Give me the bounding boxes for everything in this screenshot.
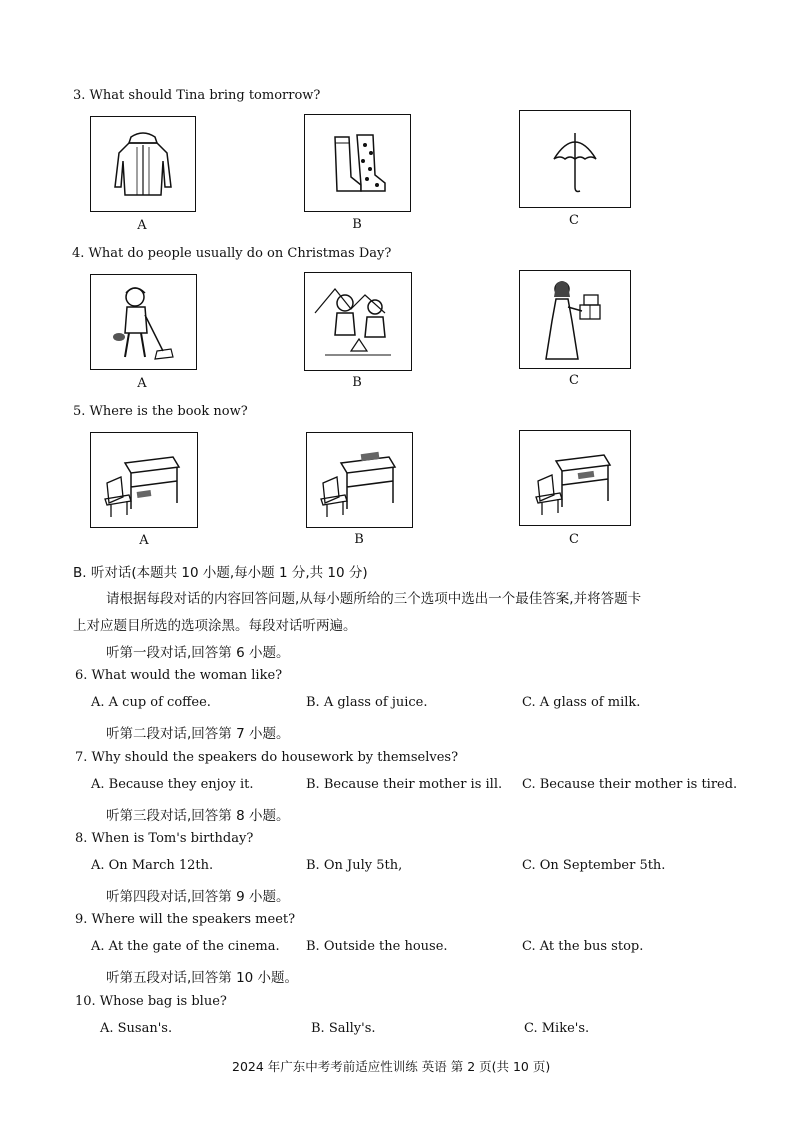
question-10-option-b[interactable]: B. Sally's. <box>311 1021 376 1036</box>
question-10-option-a[interactable]: A. Susan's. <box>100 1021 173 1036</box>
question-8-option-a[interactable]: A. On March 12th. <box>91 858 214 873</box>
raincoat-icon <box>91 117 195 211</box>
option-5c-label: C <box>569 532 579 547</box>
camping-kids-icon <box>305 273 411 370</box>
question-6-option-a[interactable]: A. A cup of coffee. <box>91 695 211 710</box>
question-6-option-c[interactable]: C. A glass of milk. <box>522 695 641 710</box>
section-b-instruction-line1: 请根据每段对话的内容回答问题,从每小题所给的三个选项中选出一个最佳答案,并将答题卡 <box>106 591 642 607</box>
option-3b-label: B <box>352 217 362 232</box>
desk-book-on-icon <box>307 433 412 527</box>
listen-prompt-4: 听第四段对话,回答第 9 小题。 <box>106 889 290 905</box>
question-10-option-c[interactable]: C. Mike's. <box>524 1021 590 1036</box>
option-3c-label: C <box>569 213 579 228</box>
option-3a-picture[interactable] <box>90 116 196 212</box>
option-4c-picture[interactable] <box>519 270 631 369</box>
question-8-text: 8. When is Tom's birthday? <box>75 831 254 846</box>
question-8-option-c[interactable]: C. On September 5th. <box>522 858 666 873</box>
section-b-title: B. 听对话(本题共 10 小题,每小题 1 分,共 10 分) <box>73 565 368 581</box>
listen-prompt-3: 听第三段对话,回答第 8 小题。 <box>106 808 290 824</box>
desk-book-under-icon <box>91 433 197 527</box>
question-8-option-b[interactable]: B. On July 5th, <box>306 858 403 873</box>
option-5b-picture[interactable] <box>306 432 413 528</box>
option-5c-picture[interactable] <box>519 430 631 526</box>
option-5a-label: A <box>139 533 149 548</box>
option-4a-picture[interactable] <box>90 274 197 370</box>
rain-boots-icon <box>305 115 410 211</box>
sweeping-leaves-icon <box>91 275 196 369</box>
page-footer: 2024 年广东中考考前适应性训练 英语 第 2 页(共 10 页) <box>232 1059 551 1074</box>
question-9-option-c[interactable]: C. At the bus stop. <box>522 939 644 954</box>
option-4b-picture[interactable] <box>304 272 412 371</box>
option-3b-picture[interactable] <box>304 114 411 212</box>
option-4b-label: B <box>352 375 362 390</box>
option-4a-label: A <box>137 376 147 391</box>
listen-prompt-1: 听第一段对话,回答第 6 小题。 <box>106 645 290 661</box>
question-7-option-a[interactable]: A. Because they enjoy it. <box>91 777 254 792</box>
option-4c-label: C <box>569 373 579 388</box>
woman-with-gifts-icon <box>520 271 630 368</box>
option-5a-picture[interactable] <box>90 432 198 528</box>
question-6-option-b[interactable]: B. A glass of juice. <box>306 695 428 710</box>
listen-prompt-2: 听第二段对话,回答第 7 小题。 <box>106 726 290 742</box>
question-7-option-b[interactable]: B. Because their mother is ill. <box>306 777 503 792</box>
question-10-text: 10. Whose bag is blue? <box>75 994 227 1009</box>
listen-prompt-5: 听第五段对话,回答第 10 小题。 <box>106 970 299 986</box>
option-3a-label: A <box>137 218 147 233</box>
section-b-instruction-line2: 上对应题目所选的选项涂黑。每段对话听两遍。 <box>73 618 357 634</box>
question-7-text: 7. Why should the speakers do housework by themselves? <box>75 750 459 765</box>
question-5-text: 5. Where is the book now? <box>73 404 248 419</box>
umbrella-icon <box>520 111 630 207</box>
question-7-option-c[interactable]: C. Because their mother is tired. <box>522 777 738 792</box>
question-3-text: 3. What should Tina bring tomorrow? <box>73 88 321 103</box>
question-9-text: 9. Where will the speakers meet? <box>75 912 296 927</box>
question-9-option-b[interactable]: B. Outside the house. <box>306 939 448 954</box>
question-9-option-a[interactable]: A. At the gate of the cinema. <box>91 939 280 954</box>
option-5b-label: B <box>354 532 364 547</box>
desk-book-in-icon <box>520 431 630 525</box>
option-3c-picture[interactable] <box>519 110 631 208</box>
question-4-text: 4. What do people usually do on Christmas Day? <box>72 246 392 261</box>
question-6-text: 6. What would the woman like? <box>75 668 283 683</box>
